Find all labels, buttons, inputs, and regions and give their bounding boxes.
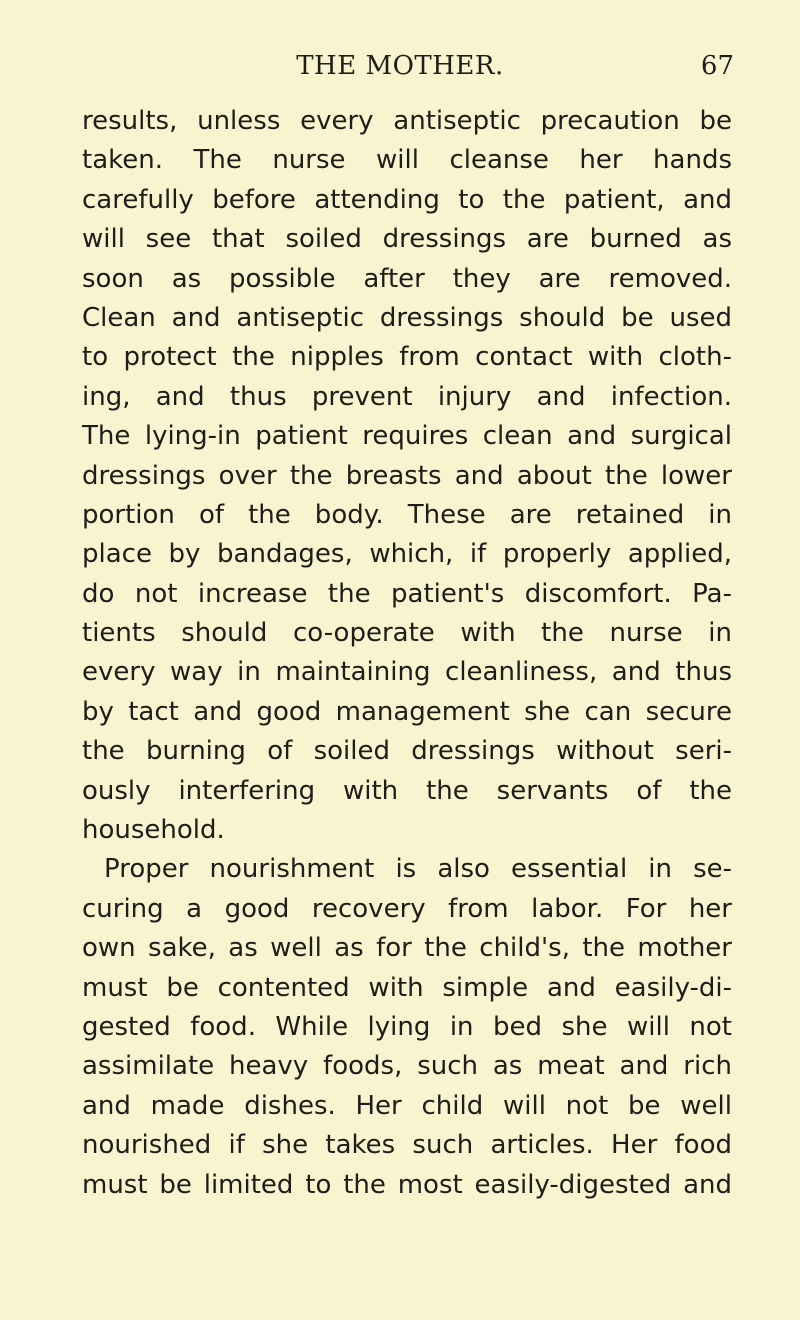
text-line: the burning of soiled dressings without seri- xyxy=(82,736,732,767)
text-line: ing, and thus prevent injury and infection. xyxy=(82,381,732,412)
text-line: must be limited to the most easily-digested and xyxy=(82,1169,732,1200)
text-line: results, unless every antiseptic precaution be xyxy=(82,106,732,136)
text-line: Clean and antiseptic dressings should be used xyxy=(82,302,732,333)
page-number: 67 xyxy=(700,51,734,81)
text-line: nourished if she takes such articles. Her food xyxy=(82,1130,732,1161)
text-line: own sake, as well as for the child's, the mother xyxy=(82,933,732,964)
text-line: The lying-in patient requires clean and surgical xyxy=(82,421,732,452)
text-line: must be contented with simple and easily-di- xyxy=(82,972,732,1003)
text-line: gested food. While lying in bed she will not xyxy=(82,1011,732,1042)
text-line: dressings over the breasts and about the lower xyxy=(82,460,732,491)
running-title: THE MOTHER. xyxy=(296,51,504,81)
running-head xyxy=(0,44,800,88)
text-line: ously interfering with the servants of the xyxy=(82,775,732,806)
text-line: curing a good recovery from labor. For her xyxy=(82,893,732,924)
paragraph-start-line: Proper nourishment is also essential in se- xyxy=(104,854,732,885)
text-line: will see that soiled dressings are burned as xyxy=(82,224,732,255)
paragraph-end-line: household. xyxy=(82,815,225,846)
text-line: carefully before attending to the patient, and xyxy=(82,184,732,215)
text-line: soon as possible after they are removed. xyxy=(82,263,732,294)
text-line: assimilate heavy foods, such as meat and rich xyxy=(82,1051,732,1082)
body-text xyxy=(82,102,732,1205)
text-line: to protect the nipples from contact with cloth- xyxy=(82,342,732,373)
text-line: place by bandages, which, if properly applied, xyxy=(82,539,732,570)
text-line: by tact and good management she can secure xyxy=(82,696,732,727)
text-line: portion of the body. These are retained in xyxy=(82,499,732,530)
text-line: and made dishes. Her child will not be well xyxy=(82,1090,732,1121)
text-line: do not increase the patient's discomfort. Pa- xyxy=(82,578,732,609)
text-line: taken. The nurse will cleanse her hands xyxy=(82,145,732,176)
text-line: every way in maintaining cleanliness, and thus xyxy=(82,657,732,688)
text-line: tients should co-operate with the nurse in xyxy=(82,618,732,649)
